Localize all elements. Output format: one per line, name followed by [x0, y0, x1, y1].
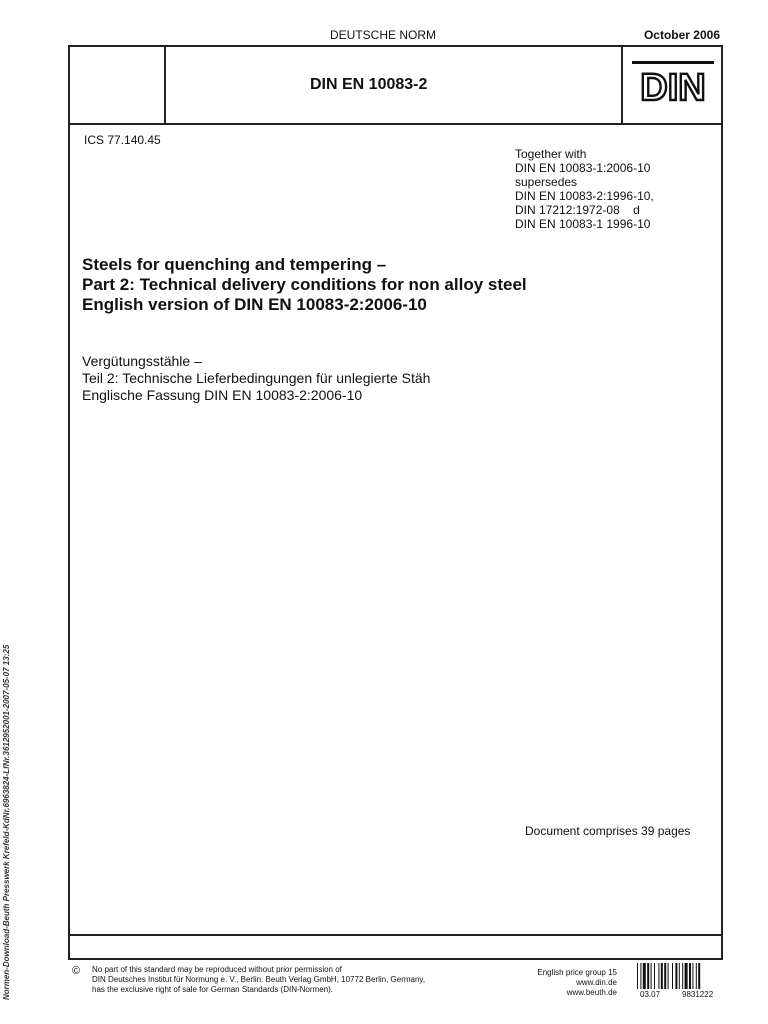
- svg-text:DIN: DIN: [640, 67, 706, 109]
- beuth-website-link[interactable]: www.beuth.de: [566, 988, 617, 997]
- barcode-bar: [668, 963, 669, 989]
- standard-type: DEUTSCHE NORM: [330, 28, 437, 42]
- title-line: Steels for quenching and tempering –: [82, 255, 387, 274]
- supersede-line: DIN 17212:1972-08 d: [515, 203, 640, 217]
- header-row: [70, 47, 721, 125]
- german-title: [82, 353, 430, 404]
- supersede-line: supersedes: [515, 175, 578, 189]
- title-line: Teil 2: Technische Lieferbedingungen für unlegierte Stäh: [82, 370, 431, 386]
- document-frame: [68, 45, 723, 960]
- barcode-bar: [637, 963, 638, 989]
- barcode-bar: [692, 963, 693, 989]
- price-group: English price group 15: [537, 968, 617, 977]
- copyright-icon: ©: [72, 965, 81, 977]
- barcode-bar: [651, 963, 652, 989]
- barcode-bar: [698, 963, 700, 989]
- din-website-link[interactable]: www.din.de: [576, 978, 617, 987]
- supersede-line: Together with: [515, 147, 587, 161]
- document-number: DIN EN 10083-2: [310, 76, 428, 93]
- barcode-bar: [685, 963, 688, 989]
- barcode-bar: [672, 963, 673, 989]
- title-line: Vergütungsstähle –: [82, 353, 202, 369]
- barcode-bar: [675, 963, 677, 989]
- title-line: Englische Fassung DIN EN 10083-2:2006-10: [82, 387, 363, 403]
- barcode-bar: [643, 963, 646, 989]
- barcode-bar: [679, 963, 680, 989]
- title-line: Part 2: Technical delivery conditions for non alloy steel: [82, 275, 527, 294]
- barcode-bar: [664, 963, 666, 989]
- copyright-line: has the exclusive right of sale for German Standards (DIN-Normen).: [92, 985, 333, 994]
- header-left-cell: [70, 47, 166, 123]
- barcode-bar: [654, 963, 655, 989]
- supersede-line: DIN EN 10083-2:1996-10,: [515, 189, 654, 203]
- copyright-notice: [92, 965, 425, 995]
- barcode-bar: [689, 963, 691, 989]
- barcode-bar: [682, 963, 683, 989]
- page-count-note: Document comprises 39 pages: [525, 824, 691, 838]
- barcode-bar: [647, 963, 649, 989]
- barcode-bar: [658, 963, 659, 989]
- download-watermark: Normen-Download-Beuth Presswerk Krefeld-KdNr.6963824-LfNr.3612952001-2007-05-07 13:25: [2, 644, 11, 1000]
- ics-code: ICS 77.140.45: [84, 133, 161, 147]
- barcode-bar: [661, 963, 663, 989]
- title-line: English version of DIN EN 10083-2:2006-10: [82, 295, 427, 314]
- price-info: [490, 968, 617, 998]
- barcode-number-right: 9831222: [682, 990, 714, 999]
- din-logo: [632, 60, 714, 110]
- header-logo-cell: [621, 47, 721, 123]
- publication-date: October 2006: [643, 28, 720, 42]
- barcode-number-left: 03.07: [640, 990, 661, 999]
- barcode-bar: [640, 963, 641, 989]
- english-title: [82, 255, 527, 315]
- copyright-line: DIN Deutsches Institut für Normung e. V., Berlin. Beuth Verlag GmbH, 10772 Berlin, Germany,: [92, 975, 426, 984]
- barcode: [636, 963, 720, 989]
- supersede-line: DIN EN 10083-1:2006-10: [515, 161, 651, 175]
- footer-divider: [70, 934, 721, 936]
- barcode-bar: [696, 963, 697, 989]
- copyright-line: No part of this standard may be reproduced without prior permission of: [92, 965, 342, 974]
- supersede-line: DIN EN 10083-1 1996-10: [515, 217, 651, 231]
- supersede-block: [515, 147, 654, 231]
